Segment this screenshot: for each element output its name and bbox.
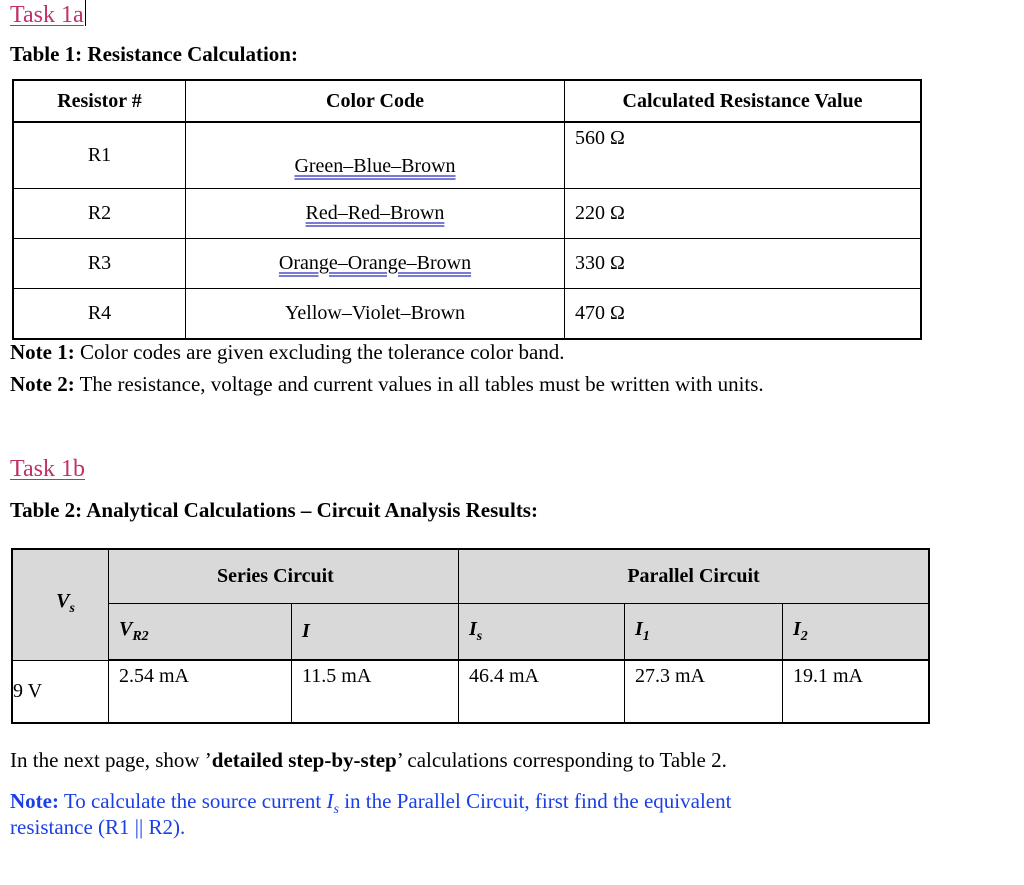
i-value: 11.5 mA (292, 660, 459, 723)
text-cursor (85, 0, 86, 26)
table-row (13, 189, 921, 239)
resistance-value: 220 Ω (565, 189, 922, 239)
table-subheader-row (12, 604, 929, 661)
vr2-header: $V_{R2}$ (109, 604, 292, 661)
table-group-header-row (12, 549, 929, 604)
note-2: Note 2: The resistance, voltage and current values in all tables must be written with units. (10, 372, 764, 396)
table-2-caption: Table 2: Analytical Calculations – Circuit Analysis Results: (10, 498, 538, 522)
vr2-value: 2.54 mA (109, 660, 292, 723)
circuit-analysis-table (11, 548, 930, 724)
i1-header: $I_1$ (625, 604, 783, 661)
i2-value: 19.1 mA (783, 660, 930, 723)
resistance-value: 560 Ω (565, 122, 922, 189)
resistor-id: R2 (13, 189, 186, 239)
color-code: Yellow–Violet–Brown (186, 289, 565, 340)
is-header: $I_s$ (459, 604, 625, 661)
series-circuit-header: Series Circuit (109, 549, 459, 604)
i-header: I (292, 604, 459, 661)
color-code: Green–Blue–Brown (186, 122, 565, 189)
note-1: Note 1: Color codes are given excluding the tolerance color band. (10, 340, 565, 364)
header-color-code: Color Code (186, 80, 565, 122)
resistance-value: 470 Ω (565, 289, 922, 340)
vs-value: 9 V (12, 660, 109, 723)
table-row (13, 239, 921, 289)
note-source-current: Note: To calculate the source current $I_s$ in the Parallel Circuit, first find the equivalent (10, 789, 732, 818)
table-row (13, 289, 921, 340)
header-resistor: Resistor # (13, 80, 186, 122)
parallel-circuit-header: Parallel Circuit (459, 549, 930, 604)
resistor-id: R1 (13, 122, 186, 189)
i2-header: $I_2$ (783, 604, 930, 661)
resistor-id: R4 (13, 289, 186, 340)
table-row (12, 660, 929, 723)
note-source-current-line2: resistance (R1 || R2). (10, 815, 186, 839)
instruction-text: In the next page, show ’detailed step-by-step’ calculations corresponding to Table 2. (10, 748, 727, 772)
table-row (13, 122, 921, 189)
task-1b-heading: Task 1b (10, 456, 85, 482)
color-code: Red–Red–Brown (186, 189, 565, 239)
color-code: Orange–Orange–Brown (186, 239, 565, 289)
table-1-caption: Table 1: Resistance Calculation: (10, 42, 298, 66)
resistance-table (12, 79, 922, 340)
vs-header: $V_s$ (12, 549, 109, 660)
is-value: 46.4 mA (459, 660, 625, 723)
i1-value: 27.3 mA (625, 660, 783, 723)
task-1a-heading: Task 1a (10, 2, 84, 28)
table-header-row (13, 80, 921, 122)
resistance-value: 330 Ω (565, 239, 922, 289)
header-calculated-value: Calculated Resistance Value (565, 80, 922, 122)
resistor-id: R3 (13, 239, 186, 289)
